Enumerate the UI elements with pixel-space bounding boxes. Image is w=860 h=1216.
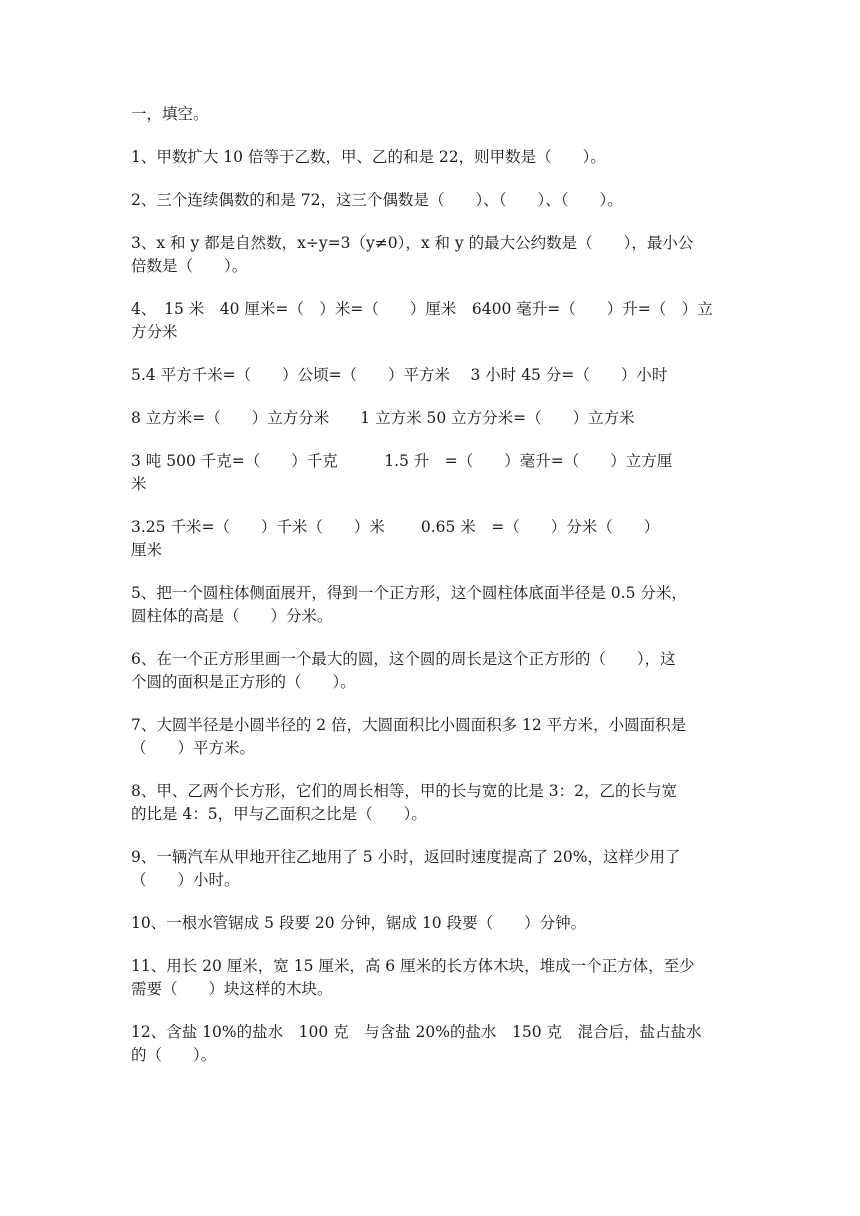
question-line: 12、含盐 10%的盐水 100 克 与含盐 20%的盐水 150 克 混合后，盐占盐水	[131, 1023, 702, 1041]
question-line: 6、在一个正方形里画一个最大的圆，这个圆的周长是这个正方形的（ ），这	[131, 650, 676, 668]
question-line: 需要（ ）块这样的木块。	[131, 980, 333, 998]
question-q11	[131, 955, 731, 1001]
question-line: 3、x 和 y 都是自然数，x÷y=3（y≠0），x 和 y 的最大公约数是（ ），最小公	[131, 234, 694, 252]
question-q4c	[131, 450, 731, 496]
question-q1	[131, 146, 731, 169]
question-q4a	[131, 364, 731, 387]
question-q12	[131, 1021, 731, 1067]
question-line: 1、甲数扩大 10 倍等于乙数，甲、乙的和是 22，则甲数是（ ）。	[131, 148, 606, 166]
question-line: （ ）平方米。	[131, 739, 256, 757]
section-heading: 一，填空。	[131, 105, 209, 123]
question-line: 个圆的面积是正方形的（ ）。	[131, 673, 356, 691]
question-line: 3 吨 500 千克=（ ）千克 1.5 升 =（ ）毫升=（ ）立方厘	[131, 452, 673, 470]
question-line: （ ）小时。	[131, 871, 240, 889]
question-q2	[131, 189, 731, 212]
question-line: 10、一根水管锯成 5 段要 20 分钟，锯成 10 段要（ ）分钟。	[131, 914, 587, 932]
question-q4d	[131, 516, 731, 562]
question-line: 3.25 千米=（ ）千米（ ）米 0.65 米 =（ ）分米（ ）	[131, 518, 660, 536]
question-q5	[131, 582, 731, 628]
question-line: 5.4 平方千米=（ ）公顷=（ ）平方米 3 小时 45 分=（ ）小时	[131, 366, 668, 384]
question-q9	[131, 846, 731, 892]
question-list	[131, 146, 731, 1067]
question-q7	[131, 714, 731, 760]
question-line: 的（ ）。	[131, 1046, 217, 1064]
question-q4b	[131, 407, 731, 430]
question-q4	[131, 298, 731, 344]
question-line: 11、用长 20 厘米，宽 15 厘米，高 6 厘米的长方体木块，堆成一个正方体，至少	[131, 957, 695, 975]
question-line: 8、甲、乙两个长方形，它们的周长相等，甲的长与宽的比是 3：2，乙的长与宽	[131, 782, 678, 800]
question-line: 的比是 4：5，甲与乙面积之比是（ ）。	[131, 805, 427, 823]
question-line: 4、 15 米 40 厘米=（ ）米=（ ）厘米 6400 毫升=（ ）升=（ ）立	[131, 300, 713, 318]
question-q6	[131, 648, 731, 694]
question-line: 米	[131, 475, 147, 493]
question-line: 厘米	[131, 541, 163, 559]
question-line: 7、大圆半径是小圆半径的 2 倍，大圆面积比小圆面积多 12 平方米，小圆面积是	[131, 716, 687, 734]
question-line: 方分米	[131, 323, 178, 341]
question-q8	[131, 780, 731, 826]
question-q3	[131, 232, 731, 278]
question-line: 8 立方米=（ ）立方分米 1 立方米 50 立方分米=（ ）立方米	[131, 409, 635, 427]
question-line: 倍数是（ ）。	[131, 257, 248, 275]
question-line: 2、三个连续偶数的和是 72，这三个偶数是（ ）、（ ）、（ ）。	[131, 191, 623, 209]
question-line: 9、一辆汽车从甲地开往乙地用了 5 小时，返回时速度提高了 20%，这样少用了	[131, 848, 681, 866]
question-line: 圆柱体的高是（ ）分米。	[131, 607, 333, 625]
worksheet-content	[131, 103, 731, 1087]
question-q10	[131, 912, 731, 935]
question-line: 5、把一个圆柱体侧面展开，得到一个正方形，这个圆柱体底面半径是 0.5 分米，	[131, 584, 687, 602]
